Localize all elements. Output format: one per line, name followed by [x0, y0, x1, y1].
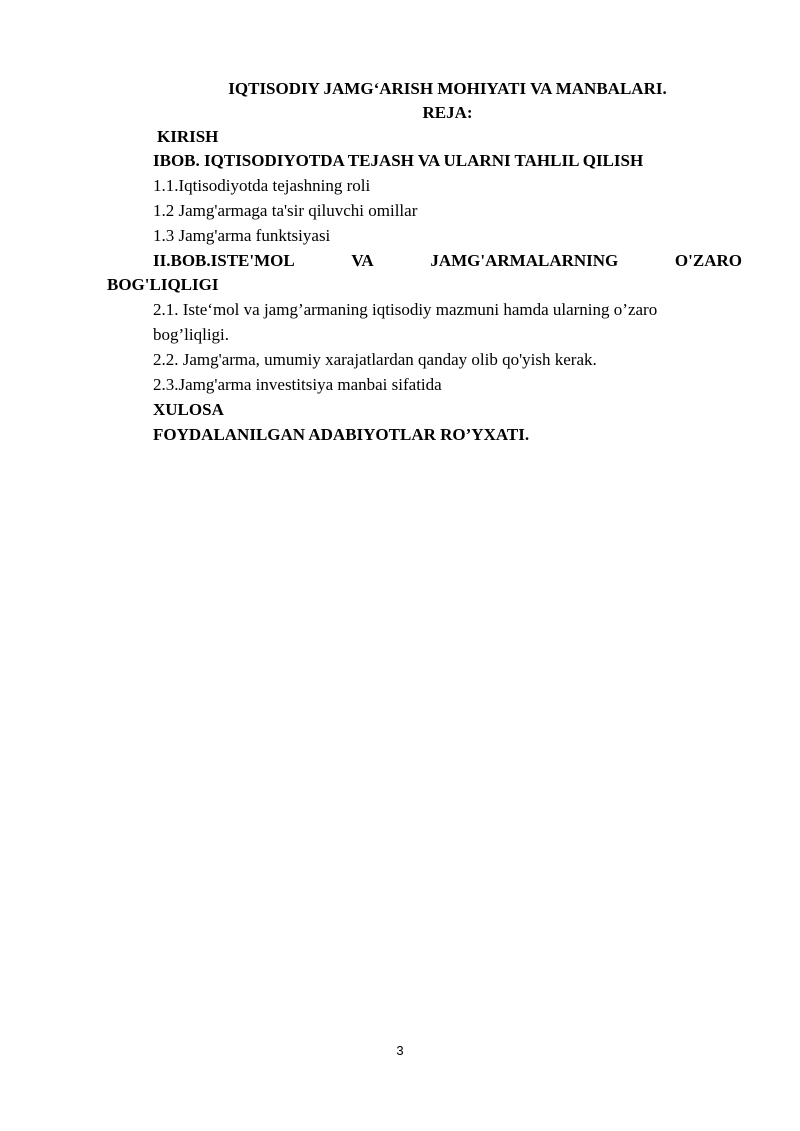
- chapter-1-title: IBOB. IQTISODIYOTDA TEJASH VA ULARNI TAHLIL QILISH: [153, 151, 644, 170]
- references-heading: FOYDALANILGAN ADABIYOTLAR RO’YXATI.: [153, 425, 530, 444]
- chapter-2-title: [153, 249, 742, 273]
- conclusion-heading: XULOSA: [153, 400, 224, 419]
- chapter-2-title-continuation: BOG'LIQLIGI: [107, 275, 219, 294]
- chapter-2-item-3: 2.3.Jamg'arma investitsiya manbai sifatida: [153, 375, 442, 394]
- chapter-2-item-2: 2.2. Jamg'arma, umumiy xarajatlardan qanday olib qo'yish kerak.: [153, 350, 597, 369]
- page-number: 3: [396, 1043, 404, 1058]
- chapter-2-title-word: JAMG'ARMALARNING: [430, 251, 619, 270]
- intro-heading: KIRISH: [157, 127, 219, 146]
- chapter-1-item-3: 1.3 Jamg'arma funktsiyasi: [153, 226, 331, 245]
- plan-heading: REJA:: [422, 103, 473, 122]
- chapter-2-title-word: II.BOB.ISTE'MOL: [153, 251, 295, 270]
- document-title: IQTISODIY JAMG‘ARISH MOHIYATI VA MANBALARI.: [228, 79, 667, 98]
- chapter-2-item-1: 2.1. Iste‘mol va jamg’armaning iqtisodiy mazmuni hamda ularning o’zaro: [153, 300, 658, 319]
- chapter-1-item-2: 1.2 Jamg'armaga ta'sir qiluvchi omillar: [153, 201, 418, 220]
- chapter-2-title-word: VA: [351, 251, 374, 270]
- chapter-2-title-word: O'ZARO: [674, 251, 742, 270]
- chapter-1-item-1: 1.1.Iqtisodiyotda tejashning roli: [153, 176, 371, 195]
- chapter-2-item-1-continuation: bog’liqligi.: [153, 325, 230, 344]
